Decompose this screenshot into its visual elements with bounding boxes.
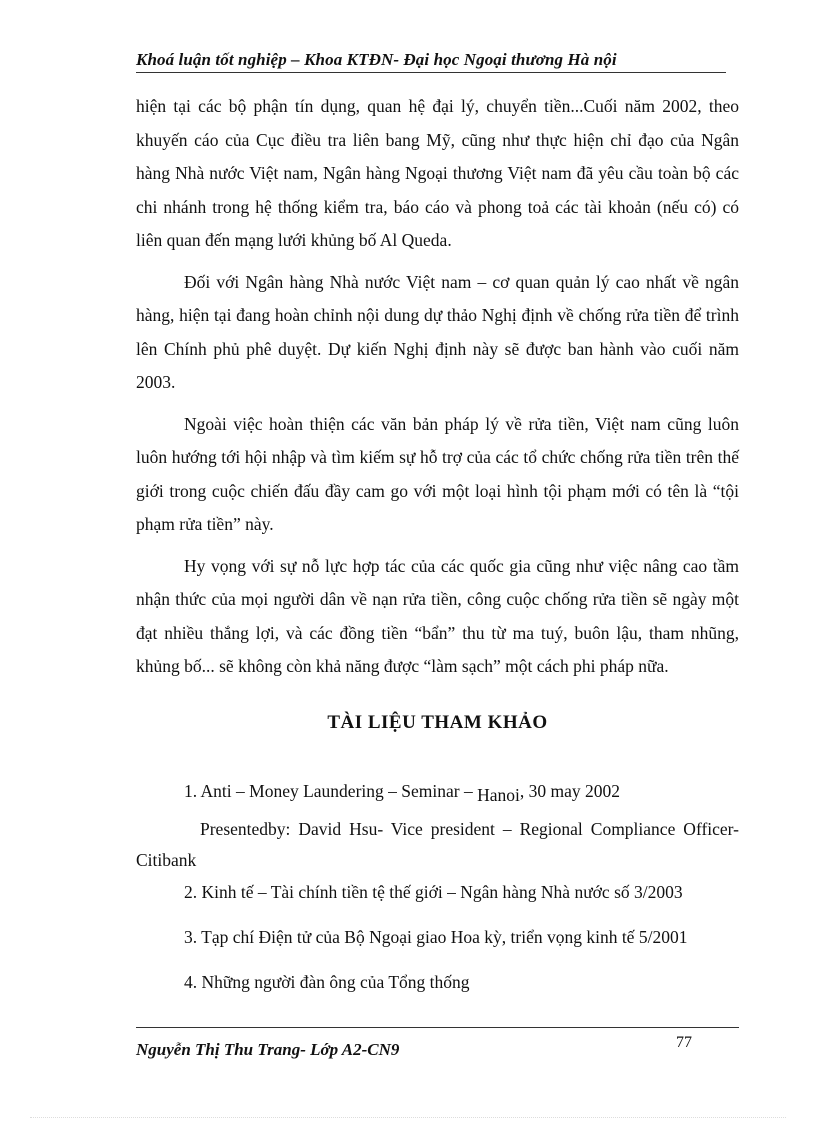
paragraph: Hy vọng với sự nỗ lực hợp tác của các quốc gia cũng như việc nâng cao tầm nhận thức của mọi người dân về nạn rửa tiền, công cuộc chống rửa tiền sẽ ngày một đạt nhiều thắng lợi, và các đồng tiền “bẩn” thu từ ma tuý, buôn lậu, tham nhũng, khủng bố... sẽ không còn khả năng được “làm sạch” một cách phi pháp nữa. [136, 555, 739, 676]
reference-item [136, 775, 739, 808]
reference-text: 1. Anti – Money Laundering – Seminar – [184, 781, 478, 801]
footer-author: Nguyễn Thị Thu Trang- Lớp A2-CN9 [136, 1040, 400, 1059]
body-text [136, 90, 739, 692]
reference-item: 3. Tạp chí Điện tử của Bộ Ngoại giao Hoa kỳ, triển vọng kinh tế 5/2001 [184, 927, 688, 947]
references-heading: TÀI LIỆU THAM KHẢO [327, 712, 548, 733]
paragraph: hiện tại các bộ phận tín dụng, quan hệ đại lý, chuyển tiền...Cuối năm 2002, theo khuyến cáo của Cục điều tra liên bang Mỹ, cũng như thực hiện chỉ đạo của Ngân hàng Nhà nước Việt nam, Ngân hàng Ngoại thương Việt nam đã yêu cầu toàn bộ các chi nhánh trong hệ thống kiểm tra, báo cáo và phong toả các tài khoản (nếu có) có liên quan đến mạng lưới khủng bố Al Queda. [136, 96, 739, 250]
reference-item: 2. Kinh tế – Tài chính tiền tệ thế giới – Ngân hàng Nhà nước số 3/2003 [184, 882, 683, 902]
reference-city: Hanoi [477, 785, 520, 805]
reference-date: , 30 may 2002 [519, 781, 621, 801]
reference-item: 4. Những người đàn ông của Tổng thống [184, 972, 470, 992]
footer-divider [136, 1027, 739, 1028]
paragraph: Ngoài việc hoàn thiện các văn bản pháp lý về rửa tiền, Việt nam cũng luôn luôn hướng tới hội nhập và tìm kiếm sự hỗ trợ của các tổ chức chống rửa tiền trên thế giới trong cuộc chiến đấu đầy cam go với một loại hình tội phạm mới có tên là “tội phạm rửa tiền” này. [136, 413, 739, 534]
reference-note: Presentedby: David Hsu- Vice president – Regional Compliance Officer- Citibank [136, 819, 739, 870]
paragraph: Đối với Ngân hàng Nhà nước Việt nam – cơ quan quản lý cao nhất về ngân hàng, hiện tại đang hoàn chỉnh nội dung dự thảo Nghị định về chống rửa tiền để trình lên Chính phủ phê duyệt. Dự kiến Nghị định này sẽ được ban hành vào cuối năm 2003. [136, 271, 739, 392]
page-header: Khoá luận tốt nghiệp – Khoa KTĐN- Đại học Ngoại thương Hà nội [136, 50, 726, 73]
references-list [136, 775, 739, 999]
page-edge-divider [30, 1117, 786, 1118]
page-number: 77 [676, 1034, 692, 1051]
